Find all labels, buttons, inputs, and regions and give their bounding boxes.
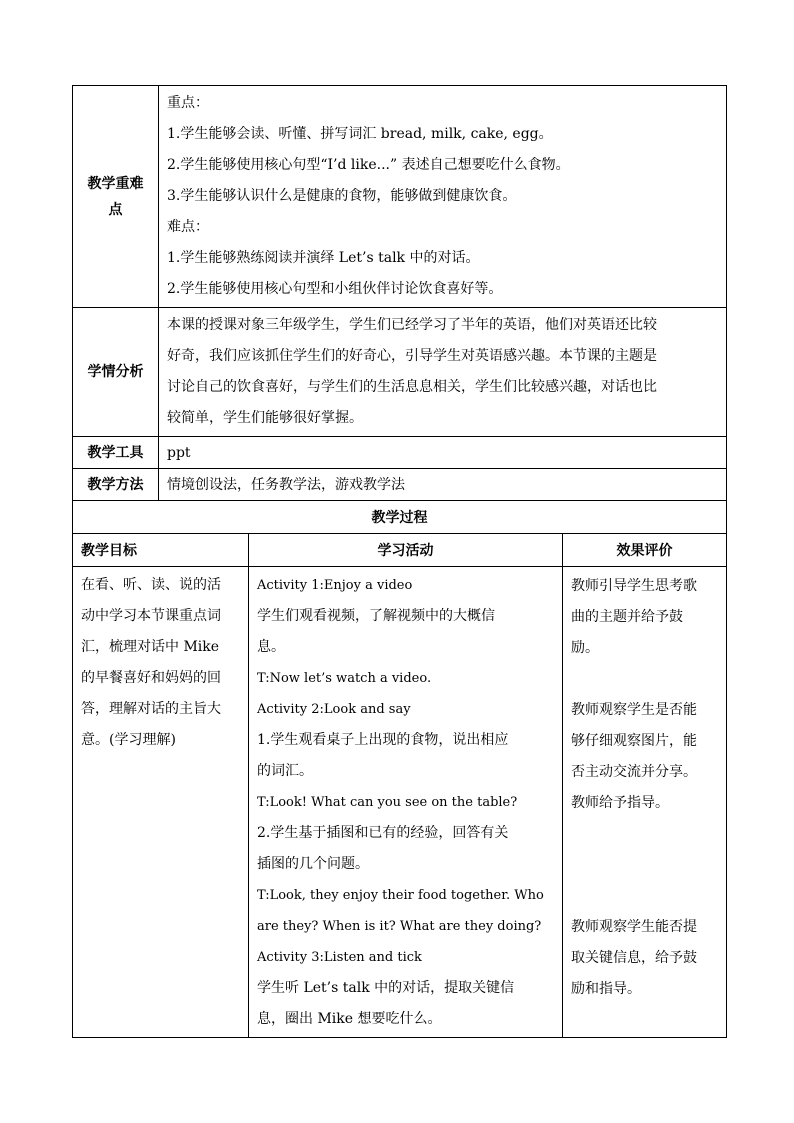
evaluation-line: 取关键信息，给予鼓 <box>571 950 697 966</box>
evaluation-line: 够仔细观察图片，能 <box>571 733 697 749</box>
process-table <box>72 500 727 1038</box>
analysis-line: 较简单，学生们能够很好掌握。 <box>167 410 363 426</box>
evaluation-line: 曲的主题并给予鼓 <box>571 609 683 625</box>
evaluation-line: 教师观察学生是否能 <box>571 702 697 718</box>
activity-line: T:Look, they enjoy their food together. Who <box>257 888 544 903</box>
lesson-info-table <box>72 85 727 501</box>
analysis-label: 学情分析 <box>73 308 159 437</box>
difficulty-line: 重点： <box>167 95 209 111</box>
evaluation-block-3 <box>571 912 720 1005</box>
activities-cell <box>249 567 563 1038</box>
evaluation-line: 教师引导学生思考歌 <box>571 578 697 594</box>
difficulty-label <box>73 86 159 308</box>
difficulty-line: 1.学生能够会读、听懂、拼写词汇 bread, milk, cake, egg。 <box>167 126 553 142</box>
activity-line: 2.学生基于插图和已有的经验，回答有关 <box>257 825 509 841</box>
difficulty-line: 2.学生能够使用核心句型和小组伙伴讨论饮食喜好等。 <box>167 281 503 297</box>
goal-line: 意。(学习理解) <box>81 732 176 748</box>
activity-line: 息，圈出 Mike 想要吃什么。 <box>257 1011 442 1027</box>
activity-line: 插图的几个问题。 <box>257 856 369 872</box>
activity-line: 学生们观看视频，了解视频中的大概信 <box>257 608 495 624</box>
header-goals: 教学目标 <box>73 534 249 567</box>
difficulty-line: 3.学生能够认识什么是健康的食物，能够做到健康饮食。 <box>167 188 517 204</box>
goal-line: 的早餐喜好和妈妈的回 <box>81 670 221 686</box>
methods-row <box>73 469 727 501</box>
analysis-content <box>159 308 727 437</box>
process-content-row <box>73 567 727 1038</box>
analysis-line: 好奇，我们应该抓住学生们的好奇心，引导学生对英语感兴趣。本节课的主题是 <box>167 348 657 364</box>
tools-label: 教学工具 <box>73 437 159 469</box>
evaluation-block-1 <box>571 571 720 664</box>
evaluation-line: 教师观察学生能否提 <box>571 919 697 935</box>
header-activities: 学习活动 <box>249 534 563 567</box>
difficulty-line: 1.学生能够熟练阅读并演绎 Let’s talk 中的对话。 <box>167 250 480 266</box>
activity-line: 学生听 Let’s talk 中的对话，提取关键信 <box>257 980 515 996</box>
difficulty-row <box>73 86 727 308</box>
activity-line: T:Look! What can you see on the table? <box>257 795 518 810</box>
difficulty-label-line2: 点 <box>108 201 123 218</box>
difficulty-line: 2.学生能够使用核心句型“I’d like...” 表述自己想要吃什么食物。 <box>167 157 570 173</box>
evaluation-cell <box>563 567 727 1038</box>
activity-line: 息。 <box>257 639 285 655</box>
goal-line: 动中学习本节课重点词 <box>81 608 221 624</box>
goal-line: 在看、听、读、说的活 <box>81 577 221 593</box>
activity-line: Activity 3:Listen and tick <box>257 950 422 965</box>
analysis-line: 讨论自己的饮食喜好，与学生们的生活息息相关，学生们比较感兴趣，对话也比 <box>167 379 657 395</box>
goal-line: 答，理解对话的主旨大 <box>81 701 221 717</box>
evaluation-line: 励和指导。 <box>571 981 641 997</box>
activity-line: are they? When is it? What are they doing? <box>257 919 542 934</box>
activity-line: T:Now let’s watch a video. <box>257 671 432 686</box>
difficulty-line: 难点： <box>167 219 209 235</box>
tools-value: ppt <box>159 437 727 469</box>
activity-line: Activity 2:Look and say <box>257 702 411 717</box>
evaluation-line: 教师给予指导。 <box>571 795 669 811</box>
difficulty-label-line1: 教学重难 <box>87 175 144 192</box>
goal-line: 汇，梳理对话中 Mike <box>81 639 220 655</box>
methods-value: 情境创设法，任务教学法，游戏教学法 <box>159 469 727 501</box>
activity-line: 1.学生观看桌子上出现的食物，说出相应 <box>257 732 509 748</box>
methods-label: 教学方法 <box>73 469 159 501</box>
analysis-row <box>73 308 727 437</box>
evaluation-spacer <box>571 664 720 695</box>
activity-line: Activity 1:Enjoy a video <box>257 578 413 593</box>
activity-line: 的词汇。 <box>257 763 313 779</box>
analysis-line: 本课的授课对象三年级学生，学生们已经学习了半年的英语，他们对英语还比较 <box>167 317 657 333</box>
tools-row <box>73 437 727 469</box>
header-evaluation: 效果评价 <box>563 534 727 567</box>
process-title-row <box>73 501 727 534</box>
difficulty-content <box>159 86 727 308</box>
process-title: 教学过程 <box>73 501 727 534</box>
lesson-plan-document <box>72 85 726 1038</box>
evaluation-spacer <box>571 819 720 912</box>
evaluation-line: 励。 <box>571 640 599 656</box>
process-header-row <box>73 534 727 567</box>
evaluation-line: 否主动交流并分享。 <box>571 764 697 780</box>
goals-cell <box>73 567 249 1038</box>
evaluation-block-2 <box>571 695 720 819</box>
